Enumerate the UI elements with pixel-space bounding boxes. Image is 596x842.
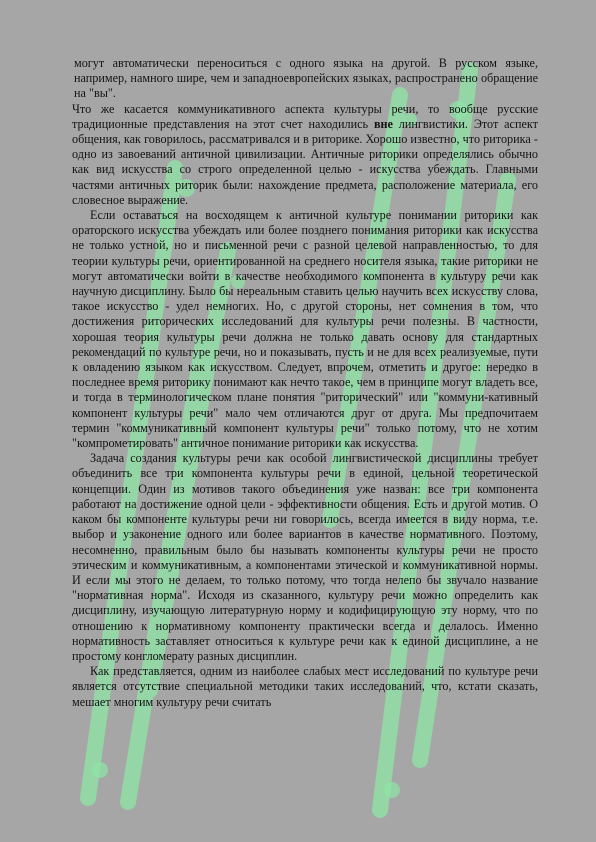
paragraph-3: Если оставаться на восходящем к античной культуре понимании риторики как ораторского искусства убеждать или более позднего понимания риторики как искусства не только устной, но и письменной речи с разной целевой направленностью, то для теории культуры речи, ориентированной на среднего носителя языка, такие риторики не могут автоматически войти в качестве необходимого компонента в культуру речи как научную дисциплину. Было бы нереальным ставить целью научить всех искусству слова, такое искусство - удел немногих. Но, с другой стороны, нет сомнения в том, что достижения риторических исследований для культуры речи полезны. В частности, хорошая теория культуры речи должна не только давать основу для стандартных рекомендаций по культуре речи, но и показывать, пусть и не для всех реализуемые, пути к овладению языком как искусством. Следует, впрочем, отметить и другое: нередко в последнее время риторику понимают как нечто такое, чем в принципе могут владеть все, и тогда в терминологическом плане понятия "риторический" или "коммуни-кативный компонент культуры речи" мало чем отличаются друг от друга. Мы предпочитаем термин "коммуникативный компонент культуры речи" только потому, что не хотим "компрометировать" античное понимание риторики как искусства.	[72, 208, 538, 451]
document-body	[72, 56, 538, 710]
paragraph-2	[72, 102, 538, 208]
paragraph-2-bold-word: вне	[373, 116, 393, 131]
paragraph-4: Задача создания культуры речи как особой лингвистической дисциплины требует объединить все три компонента культуры речи в единой, цельной теоретической концепции. Один из мотивов такого объединения уже назван: все три компонента работают на достижение одной цели - эффективности общения. Есть и другой мотив. О каком бы компоненте культуры речи ни говорилось, всегда имеется в виду норма, т.е. выбор и узаконение одного или более вариантов в качестве нормативного. Поэтому, несомненно, правильным было бы называть компоненты культуры речи не просто этическим и коммуникативным, а компонентами этической и коммуникативной нормы. И если мы этого не делаем, то только потому, что тогда нелепо бы звучало название "нормативная норма". Исходя из сказанного, культуру речи можно определить как дисциплину, изучающую литературную норму и кодифицирующую эту норму, что по отношению к нормативному компоненту практически всегда и делалось. Именно нормативность заставляет относиться к культуре речи как к единой дисциплине, а не простому конгломерату разных дисциплин.	[72, 451, 538, 663]
watermark-dot	[92, 762, 108, 778]
paragraph-2-text-b: лингвистики. Этот аспект общения, как говорилось, рассматривался и в риторике. Хорошо известно, что риторика - одно из завоеваний античной цивилизации. Античные риторики определялись обычно как вид искусства со строго определенной целью - искусства убеждать. Главными частями античных риторик были: нахождение предмета, расположение материала, его словесное выражение.	[72, 116, 538, 207]
paragraph-5: Как представляется, одним из наиболее слабых мест исследований по культуре речи является отсутствие специальной методики таких исследований, что, кстати сказать, мешает многим культуру речи считать	[72, 664, 538, 709]
watermark-dot	[384, 782, 400, 798]
paragraph-1: могут автоматически переноситься с одного языка на другой. В русском языке, например, намного шире, чем и западноевропейских языках, распространено обращение на "вы".	[74, 56, 538, 101]
paragraph-2-text-a: Что же касается коммуникативного аспекта культуры речи, то вообще русские традиционные представления на этот счет находились	[72, 101, 538, 131]
